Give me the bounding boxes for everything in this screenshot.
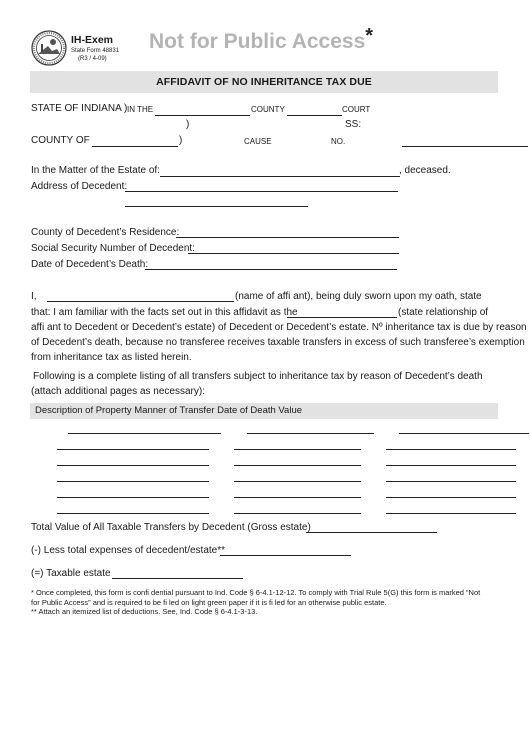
form-revision: (R3 / 4-09) (78, 56, 107, 62)
county-of-field[interactable] (92, 146, 178, 147)
estate-of-label: In the Matter of the Estate of: (31, 165, 160, 176)
county-of-label: COUNTY OF (31, 135, 90, 146)
footnote-confidential: * Once completed, this form is confi dential pursuant to Ind. Code § 6-4.1-12-12. To comply with Trial Rule 5(G) this form is marked “Not (31, 588, 481, 597)
familiar-text: that: I am familiar with the facts set out in this affidavit as the (31, 307, 298, 318)
transfer-manner-field[interactable] (247, 433, 374, 434)
statement-line: from inheritance tax as listed herein. (31, 352, 192, 363)
state-label: STATE OF INDIANA ) (31, 103, 128, 114)
court-label: COURT (342, 105, 371, 114)
transfer-description-field[interactable] (57, 449, 209, 450)
transfer-value-field[interactable] (386, 465, 516, 466)
statement-line: affi ant to Decedent or Decedent’s estate) of Decedent or Decedent’s estate. Nº inheritance tax is due by reason (31, 322, 527, 333)
deceased-label: , deceased. (399, 165, 451, 176)
transfer-manner-field[interactable] (234, 513, 361, 514)
cause-number-field[interactable] (402, 146, 528, 147)
transfer-description-field[interactable] (68, 433, 221, 434)
address-field[interactable] (125, 191, 398, 192)
state-form-number: State Form 48831 (71, 48, 120, 54)
transfers-table-header (30, 403, 498, 419)
transfers-table-header-label: Description of Property Manner of Transfer Date of Death Value (35, 405, 303, 416)
affiant-name-caption: (name of affi ant), being duly sworn upon my oath, state (235, 291, 482, 302)
transfer-value-field[interactable] (386, 481, 516, 482)
date-of-death-label: Date of Decedent’s Death: (31, 259, 149, 270)
expenses-field[interactable] (220, 555, 351, 556)
date-of-death-field[interactable] (145, 269, 397, 270)
transfer-manner-field[interactable] (234, 497, 361, 498)
county-residence-field[interactable] (176, 237, 399, 238)
banner-text: Not for Public Access (149, 30, 366, 53)
taxable-estate-label: (=) Taxable estate (31, 568, 111, 579)
form-code: IH-Exem (71, 34, 114, 46)
relationship-caption: (state relationship of (398, 307, 489, 318)
cause-no-label: NO. (331, 137, 346, 146)
affiant-name-field[interactable] (47, 301, 234, 302)
transfer-value-field[interactable] (386, 497, 516, 498)
transfer-description-field[interactable] (57, 513, 209, 514)
county-label: COUNTY (251, 105, 285, 114)
bracket: ) (179, 135, 183, 146)
transfer-manner-field[interactable] (234, 449, 361, 450)
court-type-field[interactable] (287, 115, 342, 116)
following-text: Following is a complete listing of all transfers subject to inheritance tax by reason of Decedent’s death (33, 371, 483, 382)
banner-asterisk: * (365, 25, 374, 47)
transfer-description-field[interactable] (57, 465, 209, 466)
affiant-i-label: I, (31, 291, 37, 302)
relationship-field[interactable] (287, 317, 397, 318)
transfer-description-field[interactable] (57, 481, 209, 482)
form-title-bar (30, 71, 498, 93)
statement-line: of Decedent’s death, because no transferee receives taxable transfers in excess of such transferee’s exemption (31, 337, 525, 348)
ssn-label: Social Security Number of Decedent: (31, 243, 195, 254)
ssn-field[interactable] (188, 253, 399, 254)
attach-text: (attach additional pages as necessary): (31, 386, 205, 397)
in-the-label: IN THE (127, 105, 154, 114)
gross-estate-label: Total Value of All Taxable Transfers by Decedent (Gross estate) (31, 522, 311, 533)
transfer-value-field[interactable] (386, 449, 516, 450)
ss-label: SS: (345, 119, 362, 130)
not-for-public-access-banner (149, 25, 373, 54)
bracket: ) (186, 119, 190, 130)
transfer-value-field[interactable] (386, 513, 516, 514)
transfer-manner-field[interactable] (234, 481, 361, 482)
taxable-estate-field[interactable] (112, 578, 243, 579)
gross-estate-field[interactable] (306, 532, 437, 533)
address-field-line2[interactable] (125, 206, 308, 207)
state-seal-icon (31, 30, 67, 66)
transfer-manner-field[interactable] (234, 465, 361, 466)
court-name-field[interactable] (155, 115, 250, 116)
county-residence-label: County of Decedent’s Residence: (31, 227, 180, 238)
footnote-deductions: ** Attach an itemized list of deductions. See, Ind. Code § 6-4.1-3-13. (31, 607, 258, 616)
form-title: AFFIDAVIT OF NO INHERITANCE TAX DUE (156, 76, 372, 88)
transfer-description-field[interactable] (57, 497, 209, 498)
footnote-confidential-cont: for Public Access” and is required to be fi led on light green paper if it is fi led for an otherwise public estate. (31, 598, 387, 607)
address-label: Address of Decedent: (31, 181, 128, 192)
estate-name-field[interactable] (160, 176, 400, 177)
transfer-value-field[interactable] (399, 433, 529, 434)
expenses-label: (-) Less total expenses of decedent/estate** (31, 545, 226, 556)
cause-label: CAUSE (244, 137, 272, 146)
